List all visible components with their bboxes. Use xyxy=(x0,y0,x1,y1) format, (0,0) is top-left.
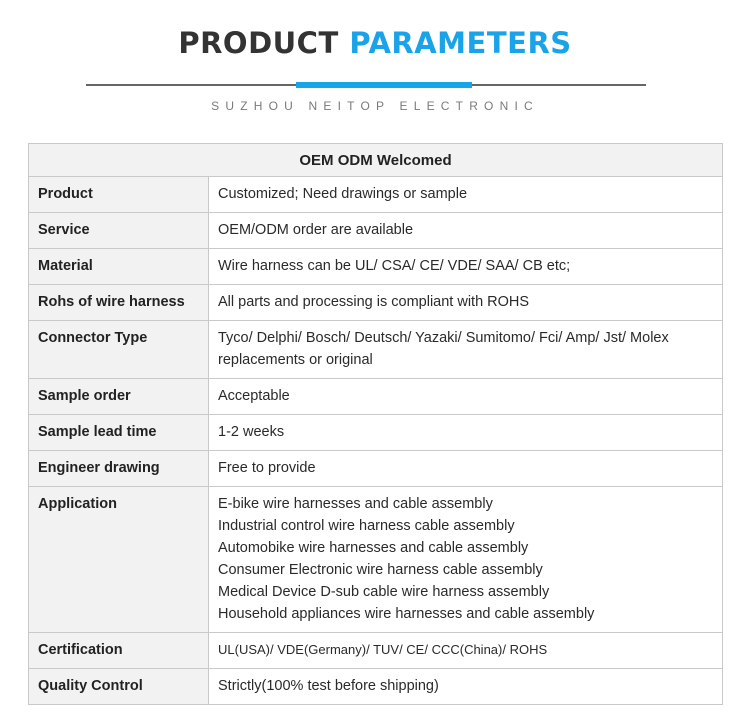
row-label: Certification xyxy=(29,633,209,669)
row-label: Sample order xyxy=(29,379,209,415)
value-line: Industrial control wire harness cable assembly xyxy=(218,518,515,534)
value-line: E-bike wire harnesses and cable assembly xyxy=(218,496,493,512)
value-line: Automobike wire harnesses and cable assembly xyxy=(218,540,529,556)
table-row xyxy=(29,285,723,321)
table-row xyxy=(29,249,723,285)
table-heading: OEM ODM Welcomed xyxy=(29,144,723,177)
table-row xyxy=(29,633,723,669)
row-label: Connector Type xyxy=(29,321,209,379)
value-line: Wire harness can be UL/ CSA/ CE/ VDE/ SAA/ CB etc; xyxy=(218,258,571,274)
row-value xyxy=(209,321,723,379)
row-label: Material xyxy=(29,249,209,285)
table-row xyxy=(29,177,723,213)
row-value xyxy=(209,285,723,321)
row-value xyxy=(209,177,723,213)
row-label: Service xyxy=(29,213,209,249)
row-label: Application xyxy=(29,487,209,633)
value-line: 1-2 weeks xyxy=(218,424,285,440)
row-label: Sample lead time xyxy=(29,415,209,451)
value-line: Free to provide xyxy=(218,460,316,476)
row-label: Engineer drawing xyxy=(29,451,209,487)
table-row xyxy=(29,379,723,415)
value-line: OEM/ODM order are available xyxy=(218,222,414,238)
title-parameters: PARAMETERS xyxy=(349,26,572,60)
table-row xyxy=(29,415,723,451)
table-row xyxy=(29,487,723,633)
value-line: All parts and processing is compliant with ROHS xyxy=(218,294,530,310)
value-line: Tyco/ Delphi/ Bosch/ Deutsch/ Yazaki/ Sumitomo/ Fci/ Amp/ Jst/ Molex replacements or original xyxy=(218,330,669,368)
table-row xyxy=(29,321,723,379)
row-value xyxy=(209,633,723,669)
value-line: Customized; Need drawings or sample xyxy=(218,186,468,202)
row-value xyxy=(209,379,723,415)
parameters-table xyxy=(28,143,723,705)
company-subtitle: SUZHOU NEITOP ELECTRONIC xyxy=(211,99,539,113)
table-row xyxy=(29,451,723,487)
row-value xyxy=(209,415,723,451)
row-value xyxy=(209,669,723,705)
value-line: UL(USA)/ VDE(Germany)/ TUV/ CE/ CCC(China)/ ROHS xyxy=(218,642,548,657)
row-label: Quality Control xyxy=(29,669,209,705)
table-header-row xyxy=(29,144,723,177)
value-line: Household appliances wire harnesses and cable assembly xyxy=(218,606,595,622)
row-value xyxy=(209,213,723,249)
value-line: Medical Device D-sub cable wire harness assembly xyxy=(218,584,550,600)
row-value xyxy=(209,249,723,285)
page-title xyxy=(0,26,750,60)
row-value xyxy=(209,451,723,487)
value-line: Consumer Electronic wire harness cable assembly xyxy=(218,562,543,578)
row-label: Product xyxy=(29,177,209,213)
value-line: Acceptable xyxy=(218,388,290,404)
table-row xyxy=(29,213,723,249)
title-accent-bar xyxy=(296,82,472,88)
title-product: PRODUCT xyxy=(178,26,339,60)
table-row xyxy=(29,669,723,705)
row-label: Rohs of wire harness xyxy=(29,285,209,321)
value-line: Strictly(100% test before shipping) xyxy=(218,678,439,694)
row-value xyxy=(209,487,723,633)
